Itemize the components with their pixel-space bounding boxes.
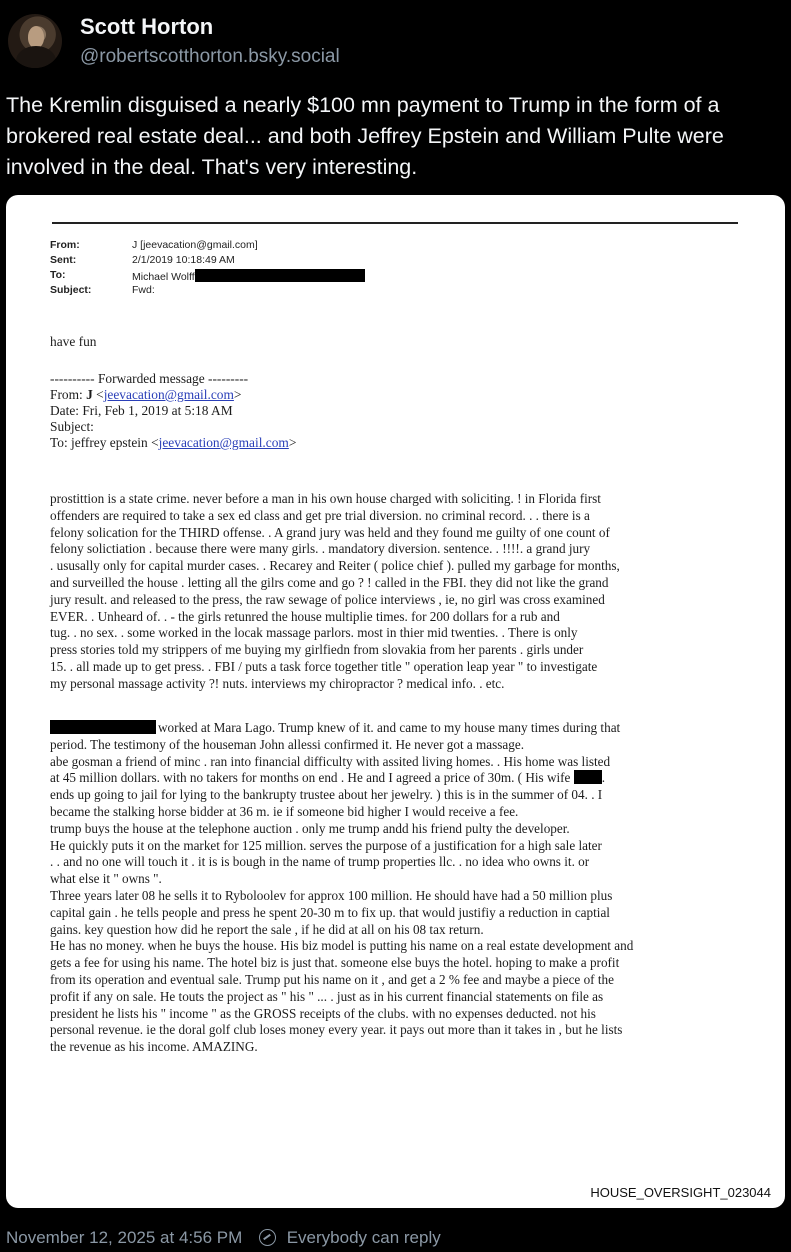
from-label: From: [50, 239, 80, 251]
fwd-from-email-link[interactable]: jeevacation@gmail.com [103, 387, 234, 402]
forwarded-from: From: J <jeevacation@gmail.com> [50, 387, 242, 402]
text-line: felony solictiation . because there were many girls. . mandatory diversion. sentence. . !!!!. a grand jury [50, 541, 591, 557]
text-line: period. The testimony of the houseman John allessi confirmed it. He never got a massage. [50, 736, 525, 752]
to-value-wrap [132, 269, 365, 284]
post-meta [6, 1228, 441, 1248]
text-line: personal revenue. ie the doral golf club loses money every year. it pays out more than it takes in , but he lists [50, 1022, 623, 1038]
author-handle[interactable]: @robertscotthorton.bsky.social [80, 46, 340, 67]
paragraph-2 [50, 720, 750, 1056]
forwarded-banner: ---------- Forwarded message --------- [50, 371, 249, 386]
text-line: 15. . all made up to get press. . FBI / puts a task force together title " operation leap year " to investigate [50, 658, 598, 674]
text-line-content: worked at Mara Lago. Trump knew of it. and came to my house many times during that [158, 720, 621, 735]
post-image[interactable] [6, 195, 785, 1208]
author-name[interactable]: Scott Horton [80, 14, 214, 39]
sent-value: 2/1/2019 10:18:49 AM [132, 254, 235, 266]
redaction-bar [50, 720, 156, 734]
text-line: and surveilled the house . letting all the gilrs come and go ? ! called in the FBI. they did not like the grand [50, 574, 609, 590]
text-line: at 45 million dollars. with no takers for months on end . He and I agreed a price of 30m. ( His wife . [50, 770, 606, 786]
forwarded-date: Date: Fri, Feb 1, 2019 at 5:18 AM [50, 403, 233, 418]
avatar[interactable] [8, 14, 62, 68]
text-line: . ususally only for capital murder cases. . Recarey and Reiter ( police chief ). pulled my garbage for months, [50, 558, 620, 574]
fwd-to-email-link[interactable]: jeevacation@gmail.com [158, 435, 289, 450]
post-timestamp[interactable]: November 12, 2025 at 4:56 PM [6, 1228, 243, 1247]
text-line: profit if any on sale. He touts the project as " his " ... . just as in his current financial statements on file as [50, 988, 604, 1004]
text-line: from its operation and eventual sale. Trump put his name on it , and get a 2 % fee and maybe a piece of the [50, 971, 614, 987]
text-line: EVER. . Unheard of. . - the girls retunred the house multiplie times. for 200 dollars for a rub and [50, 608, 560, 624]
text-line [50, 720, 750, 737]
fwd-from-name: J [86, 387, 93, 402]
text-line: what else it " owns ". [50, 871, 162, 887]
avatar-body [16, 46, 56, 68]
text-line: Three years later 08 he sells it to Ryboloolev for approx 100 million. He should have had a 50 million plus [50, 887, 613, 903]
text-line: felony solication for the THIRD offense. . A grand jury was held and they found me guilty of one count of [50, 524, 610, 540]
text-line: prostittion is a state crime. never before a man in his own house charged with soliciting. ! in Florida first [50, 491, 601, 506]
paragraph-1 [50, 491, 750, 693]
subject-label: Subject: [50, 284, 92, 296]
document-id: HOUSE_OVERSIGHT_023044 [590, 1185, 771, 1200]
text-line: gets a fee for using his name. The hotel biz is just that. someone else buys the hotel. hoping to make a profit [50, 955, 620, 971]
text-line: my personal massage activity ?! nuts. interviews my chiropractor ? medical info. . etc. [50, 675, 505, 691]
forwarded-subject: Subject: [50, 419, 94, 434]
post-text: The Kremlin disguised a nearly $100 mn payment to Trump in the form of a brokered real estate deal... and both Jeffrey Epstein and William Pulte were involved in the deal. That's very interesting. [6, 93, 724, 179]
from-value: J [jeevacation@gmail.com] [132, 239, 258, 251]
avatar-face [28, 26, 44, 48]
text-line: jury result. and released to the press, the raw sewage of police interviews , ie, no girl was cross examined [50, 591, 605, 607]
greeting: have fun [50, 334, 97, 349]
text-line: capital gain . he tells people and press he spent 20-30 m to fix up. that would justifiy a reduction in captial [50, 904, 610, 920]
to-value: Michael Wolff [132, 271, 195, 283]
reply-settings-icon [259, 1229, 276, 1246]
reply-setting-label[interactable]: Everybody can reply [286, 1228, 441, 1247]
text-line: ends up going to jail for lying to the bankrupty trustee about her jewelry. ) this is in the summer of 04. . I [50, 787, 603, 803]
subject-value: Fwd: [132, 284, 155, 296]
to-label: To: [50, 269, 66, 281]
text-line: press stories told my strippers of me buying my girlfiedn from slovakia from her parents . girls under [50, 642, 584, 658]
fwd-from-prefix: From: [50, 387, 87, 402]
text-line: tug. . no sex. . some worked in the locak massage parlors. most in thier mid twenties. . There is only [50, 625, 578, 641]
text-line-content: at 45 million dollars. with no takers for months on end . He and I agreed a price of 30m. ( His wife [50, 770, 571, 786]
text-line: gains. key question how did he report the sale , if he did at all on his 08 tax return. [50, 921, 484, 937]
text-line: offenders are required to take a sex ed class and get pre trial diversion. no criminal record. . . there is a [50, 507, 590, 523]
text-line: abe gosman a friend of minc . ran into financial difficulty with assited living homes. . His home was listed [50, 753, 611, 769]
text-line: . . and no one will touch it . it is is bough in the name of trump properties llc. . no idea who owns it. or [50, 854, 590, 870]
text-line: He quickly puts it on the market for 125 million. serves the purpose of a justification for a high sale later [50, 837, 602, 853]
redaction-bar [195, 269, 365, 282]
text-line: the revenue as his income. AMAZING. [50, 1039, 258, 1055]
document-rule [52, 222, 738, 224]
text-line: He has no money. when he buys the house. His biz model is putting his name on a real estate development and [50, 938, 634, 954]
text-line: trump buys the house at the telephone auction . only me trump andd his friend pulty the developer. [50, 820, 570, 836]
forwarded-to: To: jeffrey epstein <jeevacation@gmail.com> [50, 435, 297, 450]
text-line: president he lists his " income " as the GROSS receipts of the clubs. with no expenses deducted. not his [50, 1005, 596, 1021]
redaction-bar [574, 770, 602, 784]
sent-label: Sent: [50, 254, 77, 266]
text-line: became the stalking horse bidder at 36 m. ie if someone bid higher I would receive a fee. [50, 803, 519, 819]
fwd-to-prefix: To: jeffrey epstein [50, 435, 152, 450]
